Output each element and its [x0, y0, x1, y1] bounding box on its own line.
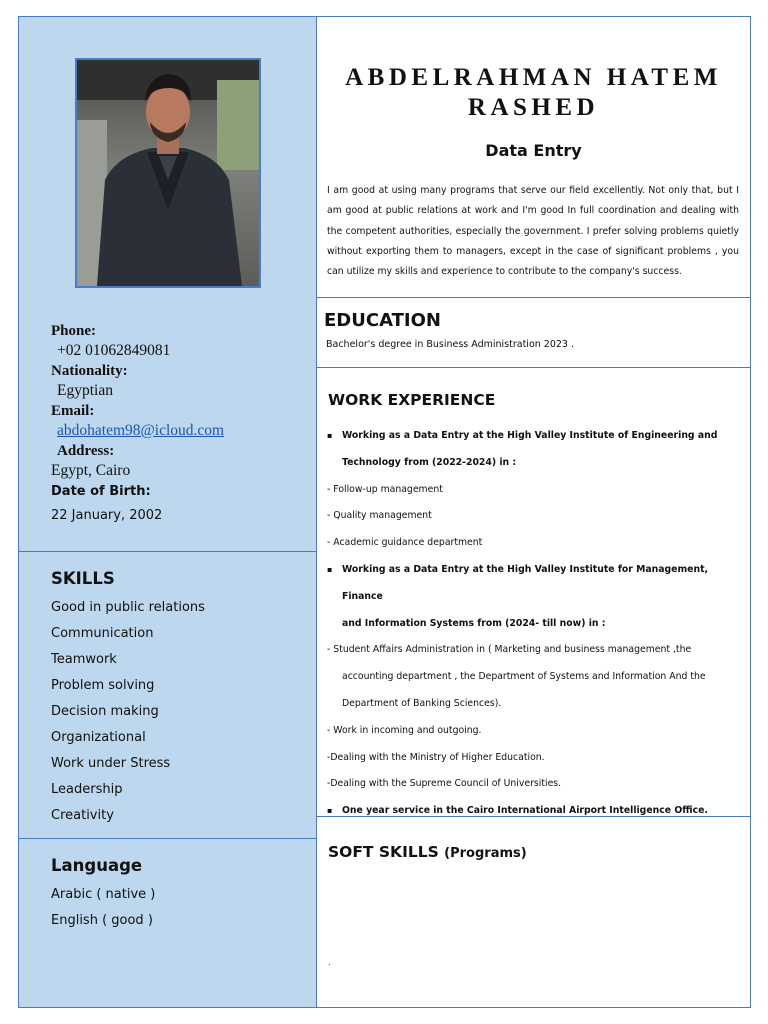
divider-work [317, 367, 750, 368]
job2-heading: ▪ Working as a Data Entry at the High Valley Institute for Management, Finance [327, 557, 742, 611]
address-label: Address: [57, 443, 115, 459]
work-title: WORK EXPERIENCE [328, 391, 496, 409]
profile-photo-illustration [77, 60, 259, 286]
resume-page [18, 16, 751, 1008]
skill-item: Problem solving [51, 678, 155, 693]
address-value: Egypt, Cairo [51, 462, 131, 479]
soft-skills-title: SOFT SKILLS [328, 843, 439, 861]
job2-duty-cont: Department of Banking Sciences). [342, 697, 502, 709]
candidate-name-line1: ABDELRAHMAN HATEM [345, 64, 722, 91]
job2-duty: - Student Affairs Administration in ( Marketing and business management ,the [327, 644, 692, 656]
skill-item: Work under Stress [51, 756, 171, 771]
language-section [51, 854, 311, 934]
skills-section [51, 567, 311, 829]
language-item: Arabic ( native ) [51, 887, 156, 902]
work-experience-list [327, 423, 742, 825]
email-link[interactable]: abdohatem98@icloud.com [57, 422, 225, 439]
job1-duty: - Quality management [327, 510, 432, 522]
skill-item: Teamwork [51, 652, 117, 667]
job2-duty: - Work in incoming and outgoing. [327, 724, 482, 736]
job1-heading: ▪ Working as a Data Entry at the High Valley Institute of Engineering and [327, 423, 742, 450]
profile-photo [75, 58, 261, 288]
skill-item: Good in public relations [51, 600, 205, 615]
job2-duty-cont: accounting department , the Department of Systems and Information And the [342, 671, 706, 683]
skills-title: SKILLS [51, 569, 115, 588]
sidebar-divider-skills [19, 551, 316, 552]
skill-item: Leadership [51, 782, 123, 797]
soft-skills-placeholder: . [328, 957, 331, 967]
language-item: English ( good ) [51, 913, 153, 928]
skill-item: Organizational [51, 730, 146, 745]
job2-heading-cont: and Information Systems from (2024- till now) in : [342, 617, 606, 629]
skill-item: Communication [51, 626, 154, 641]
main-content [317, 17, 750, 1007]
skill-item: Decision making [51, 704, 159, 719]
nationality-label: Nationality: [51, 363, 128, 379]
soft-skills-heading [328, 843, 527, 861]
email-label: Email: [51, 403, 95, 419]
education-title: EDUCATION [324, 310, 441, 331]
phone-label: Phone: [51, 323, 96, 339]
skill-item: Creativity [51, 808, 114, 823]
job2-duty: -Dealing with the Supreme Council of Universities. [327, 778, 562, 790]
job-role: Data Entry [485, 141, 582, 160]
education-degree: Bachelor's degree in Business Administration 2023 . [326, 339, 575, 350]
language-title: Language [51, 856, 143, 875]
candidate-name-line2: RASHED [467, 94, 600, 121]
nationality-value: Egyptian [57, 382, 113, 399]
soft-skills-subtitle: (Programs) [444, 846, 527, 861]
service-item: ▪ One year service in the Cairo International Airport Intelligence Office. [327, 798, 742, 825]
sidebar-divider-language [19, 838, 316, 839]
job1-duty: - Academic guidance department [327, 537, 483, 549]
contact-info [51, 321, 311, 527]
divider-soft-skills [317, 816, 750, 817]
phone-value: +02 01062849081 [57, 342, 171, 359]
job1-heading-cont: Technology from (2022-2024) in : [342, 456, 517, 468]
job2-duty: -Dealing with the Ministry of Higher Education. [327, 751, 545, 763]
dob-value: 22 January, 2002 [51, 508, 163, 523]
divider-education [317, 297, 750, 298]
candidate-name [317, 63, 750, 123]
sidebar [19, 17, 317, 1007]
dob-label: Date of Birth: [51, 484, 151, 499]
profile-summary: I am good at using many programs that serve our field excellently. Not only that, but I am good at public relations at work and I'm good In full coordination and dealing with the competent authorities, especially the government. I prefer solving problems quietly without exporting them to managers, except in the case of significant problems , you can utilize my skills and experience to contribute to the company's success. [327, 185, 739, 278]
job1-duty: - Follow-up management [327, 483, 443, 495]
